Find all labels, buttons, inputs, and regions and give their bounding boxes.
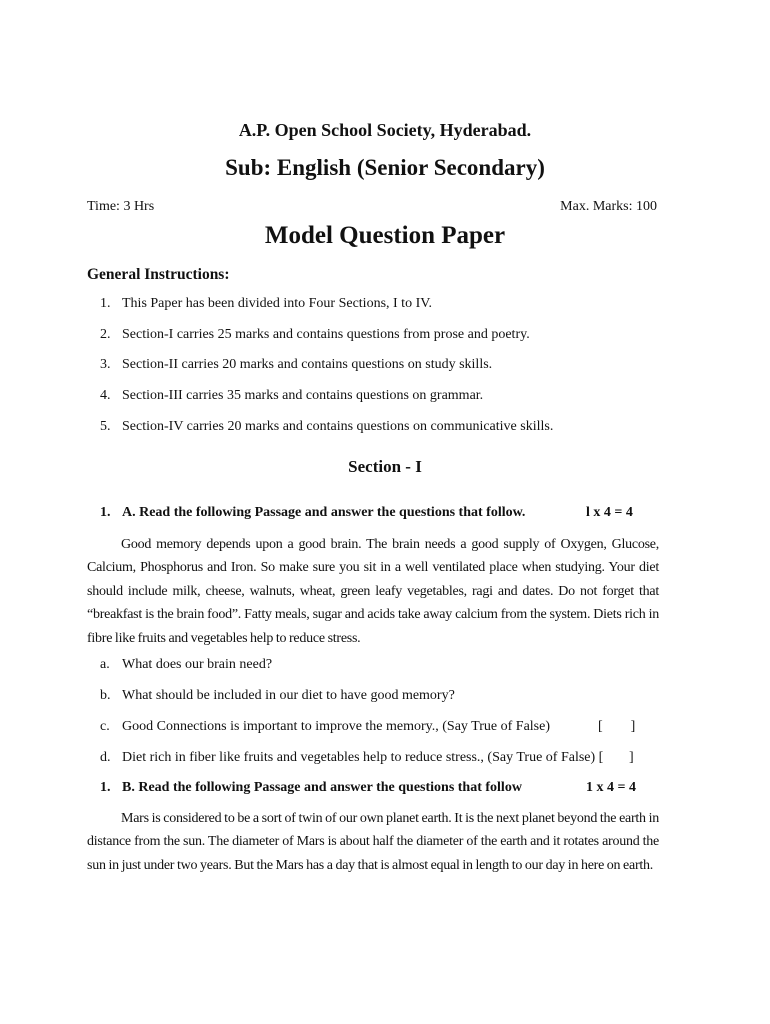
subject-title: Sub: English (Senior Secondary) [225,155,545,180]
question-number: 1. [100,780,111,795]
max-marks: Max. Marks: 100 [560,199,657,214]
instruction-item [100,357,492,373]
question-text: A. Read the following Passage and answer the questions that follow. [122,505,526,520]
sub-question-text: Diet rich in fiber like fruits and vegetables help to reduce stress., (Say True of False) [ [122,750,604,765]
instruction-text: Section-I carries 25 marks and contains questions from prose and poetry. [122,327,530,342]
instruction-number: 4. [100,388,111,403]
instruction-item [100,419,553,435]
sub-question-letter: a. [100,657,110,672]
instruction-number: 1. [100,296,111,311]
question-heading [100,780,522,796]
sub-question-letter: c. [100,719,110,734]
sub-question-text: What does our brain need? [122,657,273,672]
passage-text: Good memory depends upon a good brain. The brain needs a good supply of Oxygen, Glucose, Calcium, Phosphorus and Iron. So make sure you sit in a well ventilated place when studying. Your diet should include milk, cheese, walnuts, wheat, green leafy vegetables, ragi and dates. Do not forget that “breakfast is the brain food”. Fatty meals, sugar and acids take away calcium from the system. Diets rich in fibre like fruits and vegetables help to reduce stress. [87,537,659,646]
question-heading [100,505,525,521]
instruction-text: Section-III carries 35 marks and contains questions on grammar. [122,388,484,403]
sub-question [100,688,455,704]
sub-question [100,657,272,673]
sub-question-letter: d. [100,750,111,765]
sub-question [100,719,550,735]
instructions-heading: General Instructions: [87,266,230,283]
instruction-number: 2. [100,327,111,342]
sub-question-text: What should be included in our diet to have good memory? [122,688,455,703]
instruction-text: Section-II carries 20 marks and contains questions on study skills. [122,357,493,372]
answer-bracket: [ ] [598,719,636,734]
question-marks: l x 4 = 4 [586,505,633,520]
question-text: B. Read the following Passage and answer the questions that follow [122,780,522,795]
instruction-number: 3. [100,357,111,372]
answer-bracket: ] [629,750,634,765]
sub-question [100,750,603,766]
instruction-item [100,388,483,404]
instruction-text: Section-IV carries 20 marks and contains questions on communicative skills. [122,419,554,434]
section-heading: Section - I [348,457,422,476]
passage-text: Mars is considered to be a sort of twin of our own planet earth. It is the next planet beyond the earth in distance from the sun. The diameter of Mars is about half the diameter of the earth and it rotates around the sun in just under two years. But the Mars has a day that is almost equal in length to our day in here on earth. [87,811,659,873]
instruction-item [100,296,432,312]
sub-question-letter: b. [100,688,111,703]
society-name: A.P. Open School Society, Hyderabad. [238,120,532,140]
instruction-text: This Paper has been divided into Four Sections, I to IV. [122,296,433,311]
instruction-number: 5. [100,419,111,434]
paper-title: Model Question Paper [264,222,506,249]
time-allowed: Time: 3 Hrs [87,199,155,214]
question-marks: 1 x 4 = 4 [586,780,636,795]
instruction-item [100,327,530,343]
sub-question-text: Good Connections is important to improve the memory., (Say True of False) [122,719,550,734]
question-number: 1. [100,505,111,520]
